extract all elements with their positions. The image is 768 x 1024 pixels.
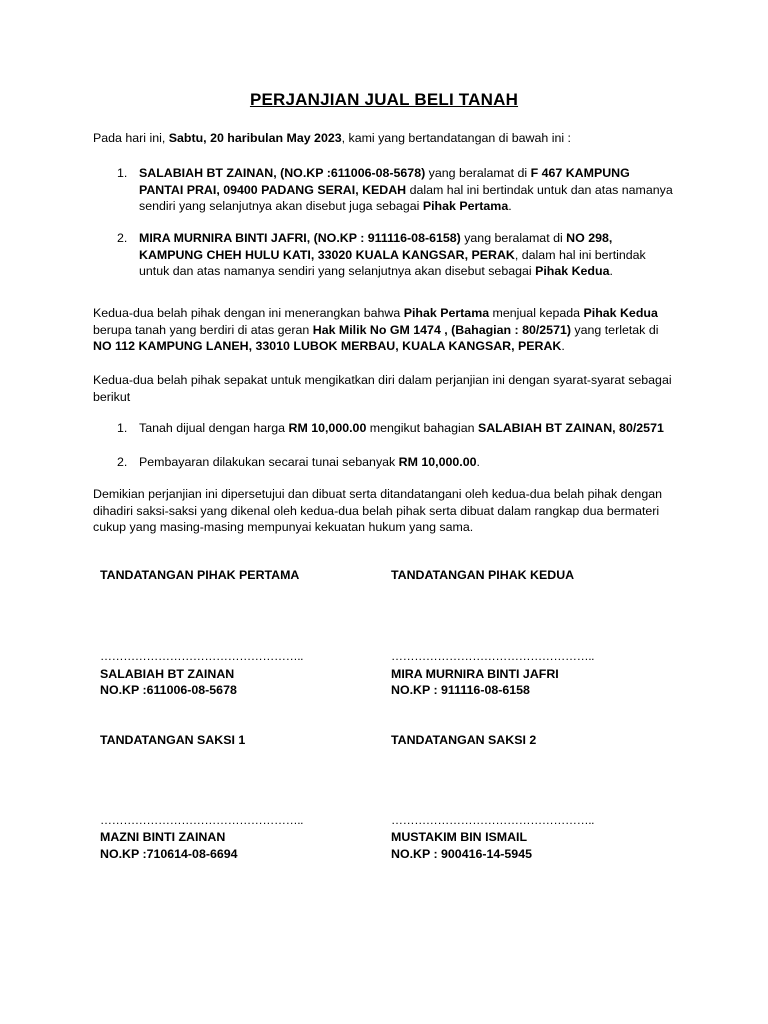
statement-land-address: NO 112 KAMPUNG LANEH, 33010 LUBOK MERBAU, KUALA KANGSAR, PERAK	[93, 339, 562, 353]
first-party-signature-line: ……………………………………………..	[100, 649, 304, 663]
intro-prefix: Pada hari ini,	[93, 131, 169, 145]
statement-b1: Pihak Pertama	[403, 306, 490, 320]
party-1-address: F 467 KAMPUNG PANTAI PRAI, 09400 PADANG SERAI, KEDAH	[139, 166, 630, 197]
term-2-t2: .	[476, 455, 480, 469]
term-1-t2: mengikut bahagian	[366, 421, 478, 435]
term-1-share: SALABIAH BT ZAINAN, 80/2571	[477, 421, 664, 435]
first-party-id: NO.KP :611006-08-5678	[100, 683, 237, 697]
term-2-amount: RM 10,000.00	[398, 455, 477, 469]
party-1-mid: yang beralamat di	[425, 166, 531, 180]
term-2-text	[139, 454, 677, 471]
term-1-price: RM 10,000.00	[288, 421, 367, 435]
second-party-name: MIRA MURNIRA BINTI JAFRI	[391, 667, 559, 681]
term-1-number: 1.	[117, 421, 128, 435]
party-1-name: SALABIAH BT ZAINAN, (NO.KP :611006-08-5678)	[139, 166, 426, 180]
term-2-number: 2.	[117, 455, 128, 469]
party-2-mid: yang beralamat di	[460, 231, 567, 245]
first-party-signature-heading: TANDATANGAN PIHAK PERTAMA	[100, 568, 300, 582]
closing-paragraph: Demikian perjanjian ini dipersetujui dan dibuat serta ditandatangani oleh kedua-dua belah pihak dengan dihadiri saksi-saksi yang dikenal oleh kedua-dua belah pihak serta dibuat dalam rangkap dua bermateri cukup yang masing-masing mempunyai kekuatan hukum yang sama.	[93, 487, 663, 534]
party-2-role: Pihak Kedua	[535, 264, 610, 278]
witness-1-id: NO.KP :710614-08-6694	[100, 847, 238, 861]
party-2-rest: , dalam hal ini bertindak untuk dan atas namanya sendiri yang selanjutnya akan disebut sebagai	[139, 247, 646, 278]
statement-t4: yang terletak di	[570, 322, 659, 337]
intro-date: Sabtu, 20 haribulan May 2023	[168, 131, 342, 145]
term-1-text	[139, 420, 677, 437]
party-2-name: MIRA MURNIRA BINTI JAFRI, (NO.KP : 911116-08-6158)	[139, 231, 461, 245]
party-2-text	[139, 230, 677, 280]
statement-t1: Kedua-dua belah pihak dengan ini menerangkan bahwa	[93, 306, 404, 320]
term-1-t1: Tanah dijual dengan harga	[139, 421, 289, 435]
second-party-id: NO.KP : 911116-08-6158	[391, 683, 530, 697]
party-1-rest: dalam hal ini bertindak untuk dan atas namanya sendiri yang selanjutnya akan disebut juga sebagai	[139, 182, 673, 213]
intro-paragraph	[93, 130, 678, 147]
statement-t5: .	[561, 339, 565, 353]
witness-2-id: NO.KP : 900416-14-5945	[391, 847, 532, 861]
party-1-text	[139, 165, 677, 215]
party-2-number: 2.	[117, 231, 128, 245]
term-2-t1: Pembayaran dilakukan secarai tunai sebanyak	[139, 455, 399, 469]
terms-intro: Kedua-dua belah pihak sepakat untuk mengikatkan diri dalam perjanjian ini dengan syarat-syarat sebagai berikut	[93, 373, 672, 404]
party-1-number: 1.	[117, 166, 128, 180]
party-1-end: .	[508, 199, 512, 213]
witness-2-signature-line: ……………………………………………..	[391, 813, 595, 827]
intro-suffix: , kami yang bertandatangan di bawah ini :	[341, 131, 572, 145]
statement-paragraph	[93, 305, 678, 355]
second-party-signature-line: ……………………………………………..	[391, 649, 595, 663]
party-2-address: NO 298, KAMPUNG CHEH HULU KATI, 33020 KUALA KANGSAR, PERAK	[139, 231, 613, 262]
witness-2-name: MUSTAKIM BIN ISMAIL	[391, 830, 528, 844]
party-2-end: .	[609, 264, 613, 278]
witness-1-signature-heading: TANDATANGAN SAKSI 1	[100, 733, 246, 747]
statement-b2: Pihak Kedua	[583, 306, 658, 320]
witness-1-signature-line: ……………………………………………..	[100, 813, 304, 827]
statement-land-title: Hak Milik No GM 1474 , (Bahagian : 80/2571)	[312, 322, 571, 337]
party-1-role: Pihak Pertama	[422, 199, 509, 213]
witness-1-name: MAZNI BINTI ZAINAN	[100, 830, 226, 844]
second-party-signature-heading: TANDATANGAN PIHAK KEDUA	[391, 568, 575, 582]
statement-t3: berupa tanah yang berdiri di atas geran	[93, 322, 313, 337]
statement-t2: menjual kepada	[489, 306, 584, 320]
witness-2-signature-heading: TANDATANGAN SAKSI 2	[391, 733, 537, 747]
document-title: PERJANJIAN JUAL BELI TANAH	[249, 90, 519, 109]
first-party-name: SALABIAH BT ZAINAN	[100, 667, 235, 681]
